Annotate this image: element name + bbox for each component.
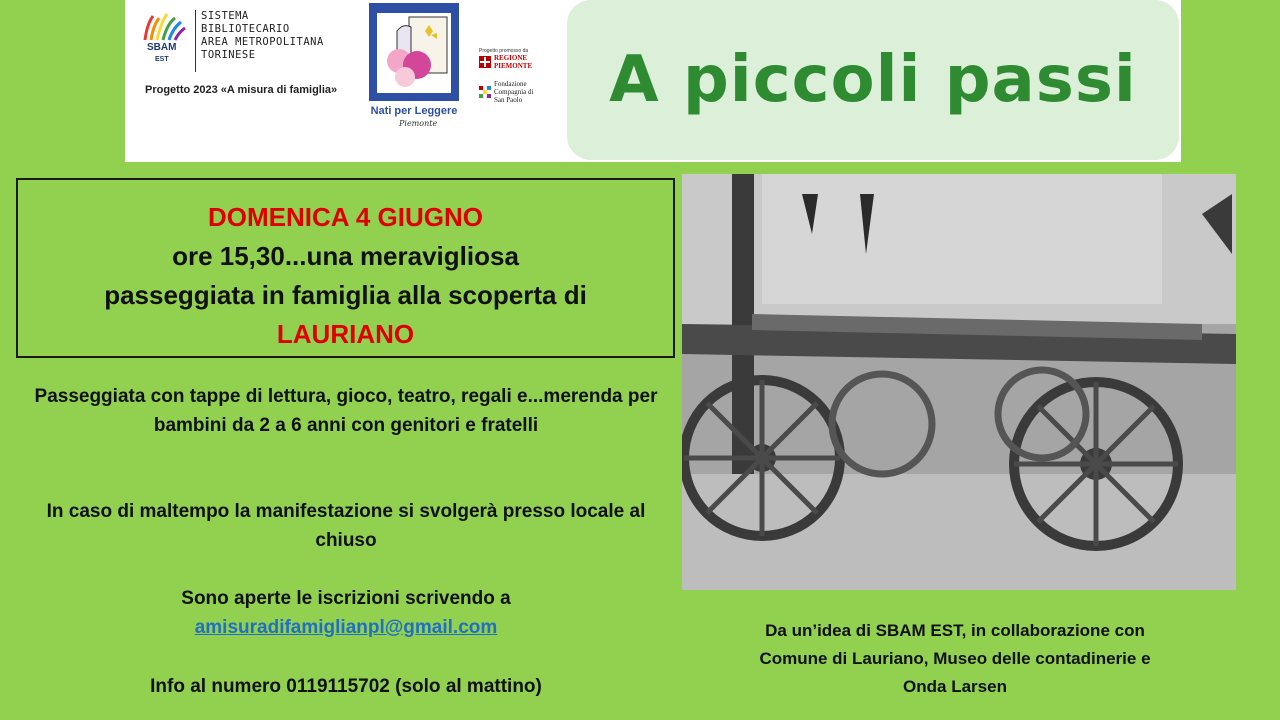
npl-label: Nati per Leggere xyxy=(370,105,458,117)
event-box xyxy=(16,178,675,358)
regione-text: REGIONE PIEMONTE xyxy=(494,54,533,70)
npl-illustration xyxy=(369,3,459,101)
regione-piemonte-icon xyxy=(479,56,491,68)
event-place: LAURIANO xyxy=(276,319,415,349)
credits-line-1: Da un’idea di SBAM EST, in collaborazione con xyxy=(765,621,1145,640)
npl-script: Piemonte xyxy=(399,119,438,128)
fondazione-row xyxy=(479,80,544,104)
fondazione-text: Fondazione Compagnia di San Paolo xyxy=(494,80,534,104)
system-text: SISTEMA BIBLIOTECARIO AREA METROPOLITANA TORINESE xyxy=(201,10,324,61)
sbam-block xyxy=(135,6,365,116)
fondazione-icon xyxy=(479,86,491,98)
title-banner xyxy=(567,0,1179,160)
description-text: Passeggiata con tappe di lettura, gioco, teatro, regali e...merenda per bambini da 2 a 6 anni con genitori e fratelli xyxy=(34,386,658,436)
regione-row xyxy=(479,54,544,70)
promo-label: Progetto promosso da xyxy=(479,48,529,54)
email-link[interactable]: amisuradifamiglianpl@gmail.com xyxy=(194,617,498,638)
cart-photo xyxy=(682,174,1236,590)
credits xyxy=(700,617,1210,701)
sbam-sub: EST xyxy=(155,56,169,63)
sbam-name: SBAM xyxy=(147,42,177,53)
credits-line-2: Comune di Lauriano, Museo delle contadinerie e xyxy=(759,649,1151,668)
page-title: A piccoli passi xyxy=(609,43,1137,117)
nati-per-leggere-logo xyxy=(369,3,459,131)
divider xyxy=(195,10,196,72)
info-phone: Info al numero 0119115702 (solo al mattino) xyxy=(150,676,542,697)
project-line: Progetto 2023 «A misura di famiglia» xyxy=(145,84,338,96)
event-line-2: passeggiata in famiglia alla scoperta di xyxy=(104,280,587,310)
promo-block xyxy=(477,48,547,108)
registration-label: Sono aperte le iscrizioni scrivendo a xyxy=(181,588,511,609)
weather-notice: In caso di maltempo la manifestazione si svolgerà presso locale al chiuso xyxy=(46,501,646,551)
credits-line-3: Onda Larsen xyxy=(903,677,1007,696)
event-line-1: ore 15,30...una meravigliosa xyxy=(172,241,519,271)
header-banner xyxy=(125,0,1181,162)
event-date: DOMENICA 4 GIUGNO xyxy=(208,202,483,232)
registration-text xyxy=(26,584,666,642)
